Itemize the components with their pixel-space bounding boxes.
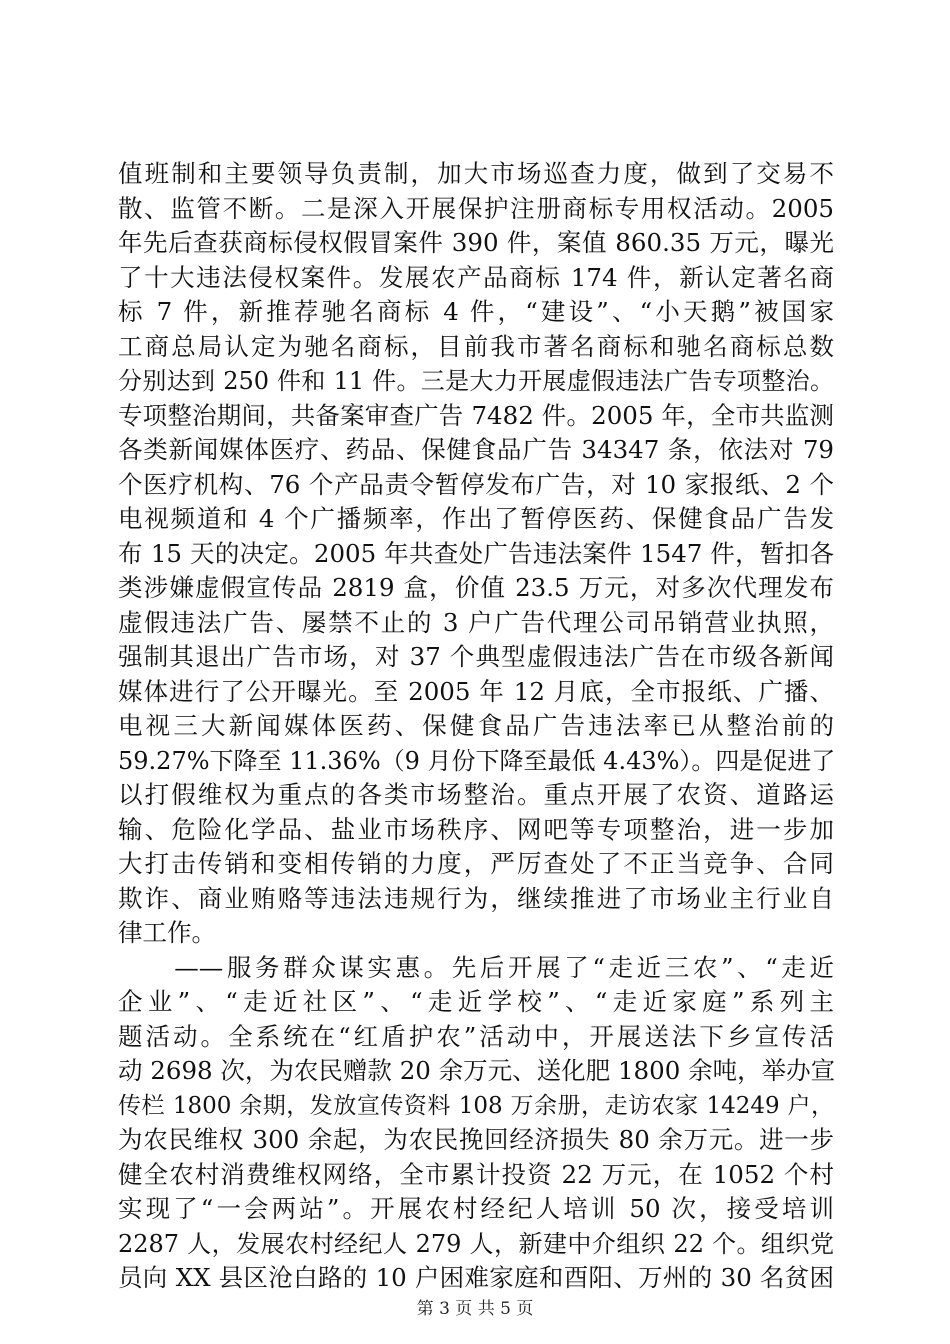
text-line: 年先后查获商标侵权假冒案件 390 件，案值 860.35 万元，曝光 [118,228,834,257]
text-line: 健全农村消费维权网络，全市累计投资 22 万元，在 1052 个村 [118,1159,834,1189]
text-line: 2287 人，发展农村经纪人 279 人，新建中介组织 22 个。组织党 [118,1229,834,1258]
text-line: 动 2698 次，为农民赠款 20 余万元、送化肥 1800 余吨，举办宣 [118,1056,836,1085]
text-line: 59.27%下降至 11.36%（9 月份下降至最低 4.43%）。四是促进了 [118,746,836,775]
text-line: 欺诈、商业贿赂等违法违规行为，继续推进了市场业主行业自 [118,883,834,913]
text-line: 以打假维权为重点的各类市场整治。重点开展了农资、道路运 [118,780,834,809]
text-line: 专项整治期间，共备案审查广告 7482 件。2005 年，全市共监测 [118,400,834,430]
text-line: 值班制和主要领导负责制，加大市场巡查力度，做到了交易不 [118,159,834,188]
text-line: 实现了“一会两站”。开展农村经纪人培训 50 次，接受培训 [118,1194,834,1223]
text-line: ——服务群众谋实惠。先后开展了“走近三农”、“走近 [118,952,834,982]
text-line: 企业”、“走近社区”、“走近学校”、“走近家庭”系列主 [118,987,834,1016]
paragraph-end-line: 律工作。 [118,918,216,947]
text-line: 散、监管不断。二是深入开展保护注册商标专用权活动。2005 [118,193,834,223]
text-line: 输、危险化学品、盐业市场秩序、网吧等专项整治，进一步加 [118,814,834,844]
text-line: 布 15 天的决定。2005 年共查处广告违法案件 1547 件，暂扣各 [118,538,834,568]
page-number-footer: 第 3 页 共 5 页 [416,1299,534,1319]
text-line: 分别达到 250 件和 11 件。三是大力开展虚假违法广告专项整治。 [118,367,834,395]
text-line: 员向 XX 县区沧白路的 10 户困难家庭和酉阳、万州的 30 名贫困 [118,1263,834,1292]
text-line: 工商总局认定为驰名商标，目前我市著名商标和驰名商标总数 [118,331,834,361]
text-line: 传栏 1800 余期，发放宣传资料 108 万余册，走访农家 14249 户， [118,1092,834,1119]
text-line: 类涉嫌虚假宣传品 2819 盒，价值 23.5 万元，对多次代理发布 [118,573,834,602]
text-line: 各类新闻媒体医疗、药品、保健食品广告 34347 条，依法对 79 [118,435,834,464]
text-line: 大打击传销和变相传销的力度，严厉查处了不正当竞争、合同 [118,849,834,878]
text-line: 电视频道和 4 个广播频率，作出了暂停医药、保健食品广告发 [118,504,834,533]
text-line: 标 7 件，新推荐驰名商标 4 件，“建设”、“小天鹅”被国家 [118,297,834,326]
text-line: 个医疗机构、76 个产品责令暂停发布广告，对 10 家报纸、2 个 [118,469,834,499]
text-line: 题活动。全系统在“红盾护农”活动中，开展送法下乡宣传活 [118,1021,834,1051]
text-line: 虚假违法广告、屡禁不止的 3 户广告代理公司吊销营业执照， [118,607,834,637]
body-text [118,157,834,1296]
text-line: 为农民维权 300 余起，为农民挽回经济损失 80 余万元。进一步 [118,1125,834,1154]
text-line: 媒体进行了公开曝光。至 2005 年 12 月底，全市报纸、广播、 [118,676,834,706]
text-line: 了十大违法侵权案件。发展农产品商标 174 件，新认定著名商 [118,262,834,292]
text-line: 强制其退出广告市场，对 37 个典型虚假违法广告在市级各新闻 [118,642,834,671]
text-line: 电视三大新闻媒体医药、保健食品广告违法率已从整治前的 [118,711,834,740]
